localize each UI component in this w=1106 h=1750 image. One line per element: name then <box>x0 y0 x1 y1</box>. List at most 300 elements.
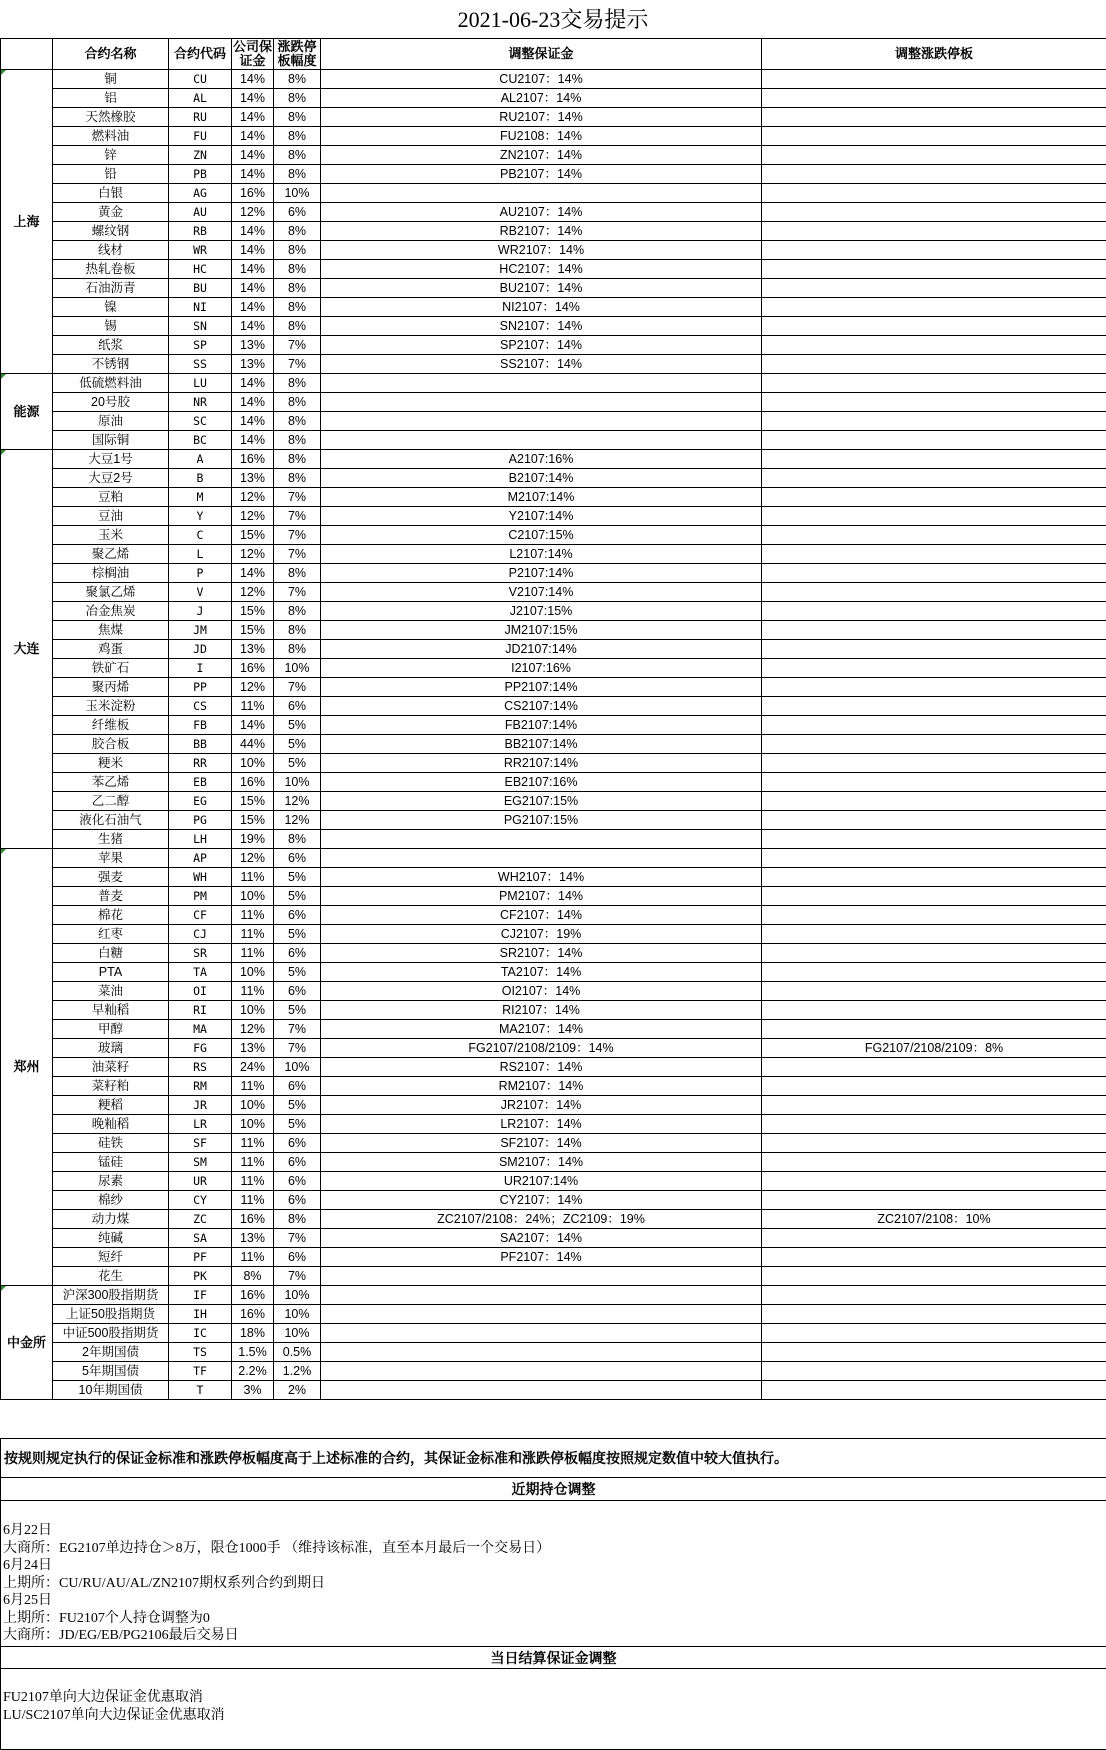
contract-code-cell: CJ <box>169 925 232 944</box>
contract-name-cell: 铁矿石 <box>53 659 169 678</box>
margin-cell: 12% <box>232 545 274 564</box>
contract-code-cell: A <box>169 450 232 469</box>
margin-cell: 13% <box>232 640 274 659</box>
table-row <box>1 678 1106 697</box>
limit-cell: 12% <box>274 792 321 811</box>
adjusted-margin-cell: NI2107：14% <box>321 298 762 317</box>
adjusted-limit-cell <box>762 412 1106 431</box>
position-line: 上期所：CU/RU/AU/AL/ZN2107期权系列合约到期日 <box>3 1575 325 1591</box>
margin-cell: 14% <box>232 393 274 412</box>
contract-code-cell: IH <box>169 1305 232 1324</box>
adjusted-limit-cell <box>762 1058 1106 1077</box>
contract-name-cell: 玉米淀粉 <box>53 697 169 716</box>
contract-code-cell: FB <box>169 716 232 735</box>
margin-cell: 15% <box>232 602 274 621</box>
margin-cell: 14% <box>232 108 274 127</box>
margin-cell: 11% <box>232 1191 274 1210</box>
limit-cell: 6% <box>274 1172 321 1191</box>
limit-cell: 10% <box>274 1286 321 1305</box>
adjusted-margin-cell: SA2107：14% <box>321 1229 762 1248</box>
limit-cell: 8% <box>274 469 321 488</box>
adjusted-margin-cell: JR2107：14% <box>321 1096 762 1115</box>
adjusted-limit-cell <box>762 146 1106 165</box>
adjusted-margin-cell: TA2107：14% <box>321 963 762 982</box>
table-header <box>1 39 1106 70</box>
adjusted-margin-cell <box>321 374 762 393</box>
table-row <box>1 1153 1106 1172</box>
adjusted-limit-cell <box>762 545 1106 564</box>
margin-cell: 12% <box>232 488 274 507</box>
contract-name-cell: 苯乙烯 <box>53 773 169 792</box>
contract-name-cell: 20号胶 <box>53 393 169 412</box>
contract-name-cell: 热轧卷板 <box>53 260 169 279</box>
notes-table <box>0 1438 1106 1750</box>
contract-name-cell: 菜油 <box>53 982 169 1001</box>
margin-cell: 16% <box>232 773 274 792</box>
adjusted-limit-cell <box>762 1077 1106 1096</box>
limit-cell: 8% <box>274 1210 321 1229</box>
contract-code-cell: PB <box>169 165 232 184</box>
limit-cell: 7% <box>274 355 321 374</box>
header-adj-margin: 调整保证金 <box>321 39 762 70</box>
header-adj-limit: 调整涨跌停板 <box>762 39 1106 70</box>
contract-code-cell: OI <box>169 982 232 1001</box>
limit-cell: 8% <box>274 241 321 260</box>
table-row <box>1 279 1106 298</box>
contract-name-cell: 液化石油气 <box>53 811 169 830</box>
adjusted-limit-cell <box>762 773 1106 792</box>
settlement-title: 当日结算保证金调整 <box>1 1647 1106 1669</box>
margin-cell: 11% <box>232 697 274 716</box>
contract-code-cell: BB <box>169 735 232 754</box>
margin-cell: 11% <box>232 1077 274 1096</box>
position-content <box>1 1501 1106 1647</box>
limit-cell: 8% <box>274 279 321 298</box>
limit-cell: 10% <box>274 773 321 792</box>
adjusted-margin-cell: ZC2107/2108：24%；ZC2109：19% <box>321 1210 762 1229</box>
contract-name-cell: 10年期国债 <box>53 1381 169 1400</box>
contract-code-cell: SF <box>169 1134 232 1153</box>
contract-code-cell: HC <box>169 260 232 279</box>
table-row <box>1 450 1106 469</box>
adjusted-limit-cell <box>762 507 1106 526</box>
limit-cell: 8% <box>274 393 321 412</box>
table-row <box>1 317 1106 336</box>
limit-cell: 7% <box>274 545 321 564</box>
margin-cell: 3% <box>232 1381 274 1400</box>
table-row <box>1 1362 1106 1381</box>
adjusted-limit-cell <box>762 127 1106 146</box>
table-row <box>1 1134 1106 1153</box>
settlement-content <box>1 1669 1106 1750</box>
header-code: 合约代码 <box>169 39 232 70</box>
contract-code-cell: PG <box>169 811 232 830</box>
table-row <box>1 906 1106 925</box>
limit-cell: 0.5% <box>274 1343 321 1362</box>
margin-cell: 10% <box>232 963 274 982</box>
adjusted-limit-cell <box>762 298 1106 317</box>
adjusted-limit-cell <box>762 1248 1106 1267</box>
adjusted-margin-cell: V2107:14% <box>321 583 762 602</box>
contract-code-cell: SS <box>169 355 232 374</box>
contract-name-cell: 螺纹钢 <box>53 222 169 241</box>
adjusted-margin-cell: RS2107：14% <box>321 1058 762 1077</box>
contract-code-cell: WR <box>169 241 232 260</box>
margin-cell: 14% <box>232 146 274 165</box>
margin-cell: 14% <box>232 222 274 241</box>
contract-code-cell: EB <box>169 773 232 792</box>
margin-cell: 13% <box>232 1229 274 1248</box>
adjusted-limit-cell <box>762 1172 1106 1191</box>
table-row <box>1 336 1106 355</box>
adjusted-limit-cell <box>762 1096 1106 1115</box>
contract-name-cell: 大豆1号 <box>53 450 169 469</box>
adjusted-limit-cell <box>762 469 1106 488</box>
contract-name-cell: 国际铜 <box>53 431 169 450</box>
adjusted-margin-cell <box>321 1381 762 1400</box>
adjusted-limit-cell <box>762 1115 1106 1134</box>
margin-cell: 10% <box>232 887 274 906</box>
contract-name-cell: 玉米 <box>53 526 169 545</box>
margin-cell: 16% <box>232 184 274 203</box>
adjusted-limit-cell <box>762 184 1106 203</box>
contract-code-cell: IF <box>169 1286 232 1305</box>
margin-cell: 11% <box>232 1153 274 1172</box>
contract-code-cell: LU <box>169 374 232 393</box>
limit-cell: 5% <box>274 1115 321 1134</box>
adjusted-margin-cell: SN2107：14% <box>321 317 762 336</box>
adjusted-margin-cell: B2107:14% <box>321 469 762 488</box>
adjusted-margin-cell: BB2107:14% <box>321 735 762 754</box>
adjusted-margin-cell: FB2107:14% <box>321 716 762 735</box>
contract-name-cell: 聚丙烯 <box>53 678 169 697</box>
adjusted-limit-cell <box>762 735 1106 754</box>
header-margin: 公司保证金 <box>232 39 272 68</box>
adjusted-margin-cell: J2107:15% <box>321 602 762 621</box>
table-row <box>1 1210 1106 1229</box>
contract-code-cell: SM <box>169 1153 232 1172</box>
adjusted-limit-cell <box>762 944 1106 963</box>
adjusted-margin-cell: PM2107：14% <box>321 887 762 906</box>
table-row <box>1 1267 1106 1286</box>
adjusted-limit-cell <box>762 374 1106 393</box>
contract-code-cell: L <box>169 545 232 564</box>
adjusted-limit-cell <box>762 108 1106 127</box>
adjusted-margin-cell: SS2107：14% <box>321 355 762 374</box>
contract-name-cell: 铜 <box>53 70 169 89</box>
contract-name-cell: 冶金焦炭 <box>53 602 169 621</box>
adjusted-margin-cell: MA2107：14% <box>321 1020 762 1039</box>
table-row <box>1 545 1106 564</box>
position-line: 大商所：JD/EG/EB/PG2106最后交易日 <box>3 1628 239 1643</box>
contract-name-cell: 棉花 <box>53 906 169 925</box>
adjusted-limit-cell <box>762 241 1106 260</box>
limit-cell: 5% <box>274 868 321 887</box>
table-row <box>1 792 1106 811</box>
contract-name-cell: 焦煤 <box>53 621 169 640</box>
adjusted-limit-cell <box>762 279 1106 298</box>
adjusted-margin-cell: WR2107：14% <box>321 241 762 260</box>
margin-cell: 11% <box>232 906 274 925</box>
contract-code-cell: AL <box>169 89 232 108</box>
table-row <box>1 830 1106 849</box>
contract-name-cell: 粳稻 <box>53 1096 169 1115</box>
adjusted-limit-cell <box>762 222 1106 241</box>
contract-name-cell: 胶合板 <box>53 735 169 754</box>
contract-name-cell: 锡 <box>53 317 169 336</box>
contract-code-cell: CU <box>169 70 232 89</box>
contract-name-cell: 聚乙烯 <box>53 545 169 564</box>
margin-cell: 10% <box>232 1096 274 1115</box>
adjusted-limit-cell <box>762 659 1106 678</box>
margin-cell: 11% <box>232 944 274 963</box>
contract-name-cell: PTA <box>53 963 169 982</box>
table-row <box>1 1324 1106 1343</box>
contract-code-cell: SN <box>169 317 232 336</box>
contract-name-cell: 硅铁 <box>53 1134 169 1153</box>
adjusted-limit-cell: ZC2107/2108：10% <box>762 1210 1106 1229</box>
table-row <box>1 1001 1106 1020</box>
margin-cell: 24% <box>232 1058 274 1077</box>
table-row <box>1 260 1106 279</box>
contract-code-cell: SP <box>169 336 232 355</box>
adjusted-margin-cell: Y2107:14% <box>321 507 762 526</box>
margin-cell: 14% <box>232 260 274 279</box>
adjusted-margin-cell <box>321 1267 762 1286</box>
margin-cell: 15% <box>232 811 274 830</box>
adjusted-limit-cell <box>762 526 1106 545</box>
adjusted-limit-cell <box>762 1324 1106 1343</box>
table-row <box>1 1343 1106 1362</box>
contract-name-cell: 尿素 <box>53 1172 169 1191</box>
contract-code-cell: PM <box>169 887 232 906</box>
adjusted-limit-cell <box>762 1020 1106 1039</box>
contract-name-cell: 纤维板 <box>53 716 169 735</box>
adjusted-margin-cell: EB2107:16% <box>321 773 762 792</box>
limit-cell: 7% <box>274 678 321 697</box>
limit-cell: 5% <box>274 1096 321 1115</box>
limit-cell: 8% <box>274 108 321 127</box>
adjusted-margin-cell: ZN2107：14% <box>321 146 762 165</box>
table-row <box>1 1286 1106 1305</box>
limit-cell: 6% <box>274 1248 321 1267</box>
limit-cell: 6% <box>274 944 321 963</box>
margin-cell: 10% <box>232 754 274 773</box>
margin-cell: 15% <box>232 621 274 640</box>
limit-cell: 8% <box>274 374 321 393</box>
adjusted-limit-cell <box>762 716 1106 735</box>
contract-code-cell: UR <box>169 1172 232 1191</box>
limit-cell: 8% <box>274 260 321 279</box>
adjusted-margin-cell: SR2107：14% <box>321 944 762 963</box>
adjusted-margin-cell: PG2107:15% <box>321 811 762 830</box>
limit-cell: 5% <box>274 735 321 754</box>
table-row <box>1 735 1106 754</box>
table-row <box>1 811 1106 830</box>
margin-cell: 11% <box>232 925 274 944</box>
contract-code-cell: RI <box>169 1001 232 1020</box>
margin-cell: 12% <box>232 1020 274 1039</box>
contract-name-cell: 铅 <box>53 165 169 184</box>
contract-code-cell: FG <box>169 1039 232 1058</box>
adjusted-margin-cell <box>321 431 762 450</box>
margin-cell: 14% <box>232 89 274 108</box>
contract-code-cell: WH <box>169 868 232 887</box>
table-row <box>1 659 1106 678</box>
contract-name-cell: 乙二醇 <box>53 792 169 811</box>
adjusted-margin-cell: CS2107:14% <box>321 697 762 716</box>
contract-code-cell: V <box>169 583 232 602</box>
contract-code-cell: Y <box>169 507 232 526</box>
margin-cell: 14% <box>232 241 274 260</box>
limit-cell: 7% <box>274 583 321 602</box>
contract-name-cell: 棕榈油 <box>53 564 169 583</box>
limit-cell: 8% <box>274 640 321 659</box>
adjusted-limit-cell <box>762 336 1106 355</box>
limit-cell: 1.2% <box>274 1362 321 1381</box>
contract-name-cell: 苹果 <box>53 849 169 868</box>
contract-code-cell: PK <box>169 1267 232 1286</box>
rule-note: 按规则规定执行的保证金标准和涨跌停板幅度高于上述标准的合约，其保证金标准和涨跌停板幅度按照规定数值中较大值执行。 <box>1 1439 1106 1478</box>
adjusted-limit-cell <box>762 1343 1106 1362</box>
limit-cell: 8% <box>274 317 321 336</box>
contract-name-cell: 强麦 <box>53 868 169 887</box>
margin-cell: 12% <box>232 849 274 868</box>
exchange-cell: 上海 <box>1 70 53 374</box>
table-row <box>1 412 1106 431</box>
contract-code-cell: ZC <box>169 1210 232 1229</box>
limit-cell: 8% <box>274 412 321 431</box>
contract-code-cell: JR <box>169 1096 232 1115</box>
adjusted-margin-cell: CJ2107：19% <box>321 925 762 944</box>
limit-cell: 10% <box>274 1058 321 1077</box>
adjusted-margin-cell <box>321 184 762 203</box>
limit-cell: 8% <box>274 621 321 640</box>
table-row <box>1 70 1106 89</box>
adjusted-limit-cell <box>762 1362 1106 1381</box>
margin-cell: 14% <box>232 279 274 298</box>
adjusted-limit-cell <box>762 849 1106 868</box>
margin-cell: 12% <box>232 203 274 222</box>
limit-cell: 8% <box>274 602 321 621</box>
margin-cell: 16% <box>232 659 274 678</box>
adjusted-margin-cell: CU2107：14% <box>321 70 762 89</box>
contract-code-cell: JD <box>169 640 232 659</box>
limit-cell: 7% <box>274 488 321 507</box>
limit-cell: 7% <box>274 507 321 526</box>
contract-code-cell: P <box>169 564 232 583</box>
limit-cell: 6% <box>274 1134 321 1153</box>
limit-cell: 6% <box>274 697 321 716</box>
contract-name-cell: 豆粕 <box>53 488 169 507</box>
limit-cell: 10% <box>274 1305 321 1324</box>
adjusted-limit-cell <box>762 1229 1106 1248</box>
table-row <box>1 944 1106 963</box>
margin-cell: 13% <box>232 469 274 488</box>
adjusted-limit-cell <box>762 925 1106 944</box>
table-row <box>1 1305 1106 1324</box>
limit-cell: 7% <box>274 1229 321 1248</box>
adjusted-margin-cell: RI2107：14% <box>321 1001 762 1020</box>
adjusted-margin-cell: FU2108：14% <box>321 127 762 146</box>
table-row <box>1 355 1106 374</box>
margin-cell: 10% <box>232 1001 274 1020</box>
adjusted-limit-cell <box>762 678 1106 697</box>
contract-name-cell: 菜籽粕 <box>53 1077 169 1096</box>
adjusted-limit-cell <box>762 488 1106 507</box>
adjusted-margin-cell: SP2107：14% <box>321 336 762 355</box>
contract-code-cell: SC <box>169 412 232 431</box>
adjusted-margin-cell: CY2107：14% <box>321 1191 762 1210</box>
adjusted-margin-cell: RU2107：14% <box>321 108 762 127</box>
adjusted-limit-cell <box>762 1134 1106 1153</box>
margin-cell: 18% <box>232 1324 274 1343</box>
table-row <box>1 1229 1106 1248</box>
table-row <box>1 621 1106 640</box>
margin-cell: 16% <box>232 450 274 469</box>
table-row <box>1 507 1106 526</box>
table-row <box>1 1077 1106 1096</box>
contract-code-cell: C <box>169 526 232 545</box>
margin-cell: 14% <box>232 165 274 184</box>
adjusted-margin-cell <box>321 412 762 431</box>
contract-code-cell: IC <box>169 1324 232 1343</box>
table-row <box>1 108 1106 127</box>
limit-cell: 8% <box>274 70 321 89</box>
margin-cell: 15% <box>232 792 274 811</box>
table-row <box>1 602 1106 621</box>
contract-code-cell: TF <box>169 1362 232 1381</box>
adjusted-margin-cell: JM2107:15% <box>321 621 762 640</box>
adjusted-margin-cell <box>321 1286 762 1305</box>
adjusted-limit-cell <box>762 1381 1106 1400</box>
table-row <box>1 868 1106 887</box>
table-row <box>1 241 1106 260</box>
limit-cell: 5% <box>274 925 321 944</box>
limit-cell: 5% <box>274 1001 321 1020</box>
table-row <box>1 1381 1106 1400</box>
table-row <box>1 1115 1106 1134</box>
contract-name-cell: 2年期国债 <box>53 1343 169 1362</box>
limit-cell: 6% <box>274 1191 321 1210</box>
adjusted-margin-cell: CF2107：14% <box>321 906 762 925</box>
table-row <box>1 165 1106 184</box>
limit-cell: 5% <box>274 963 321 982</box>
contract-code-cell: B <box>169 469 232 488</box>
adjusted-limit-cell <box>762 1305 1106 1324</box>
table-row <box>1 184 1106 203</box>
page-title: 2021-06-23交易提示 <box>457 7 649 32</box>
margin-cell: 19% <box>232 830 274 849</box>
adjusted-limit-cell <box>762 1153 1106 1172</box>
contract-code-cell: TS <box>169 1343 232 1362</box>
adjusted-limit-cell <box>762 564 1106 583</box>
contract-name-cell: 晚籼稻 <box>53 1115 169 1134</box>
header-name: 合约名称 <box>53 39 169 70</box>
contract-name-cell: 纯碱 <box>53 1229 169 1248</box>
margin-cell: 13% <box>232 1039 274 1058</box>
table-row <box>1 298 1106 317</box>
adjusted-margin-cell <box>321 1343 762 1362</box>
contract-name-cell: 不锈钢 <box>53 355 169 374</box>
limit-cell: 6% <box>274 1077 321 1096</box>
limit-cell: 8% <box>274 222 321 241</box>
table-row <box>1 374 1106 393</box>
adjusted-margin-cell <box>321 1305 762 1324</box>
adjusted-limit-cell: FG2107/2108/2109：8% <box>762 1039 1106 1058</box>
adjusted-limit-cell <box>762 203 1106 222</box>
table-row <box>1 1191 1106 1210</box>
